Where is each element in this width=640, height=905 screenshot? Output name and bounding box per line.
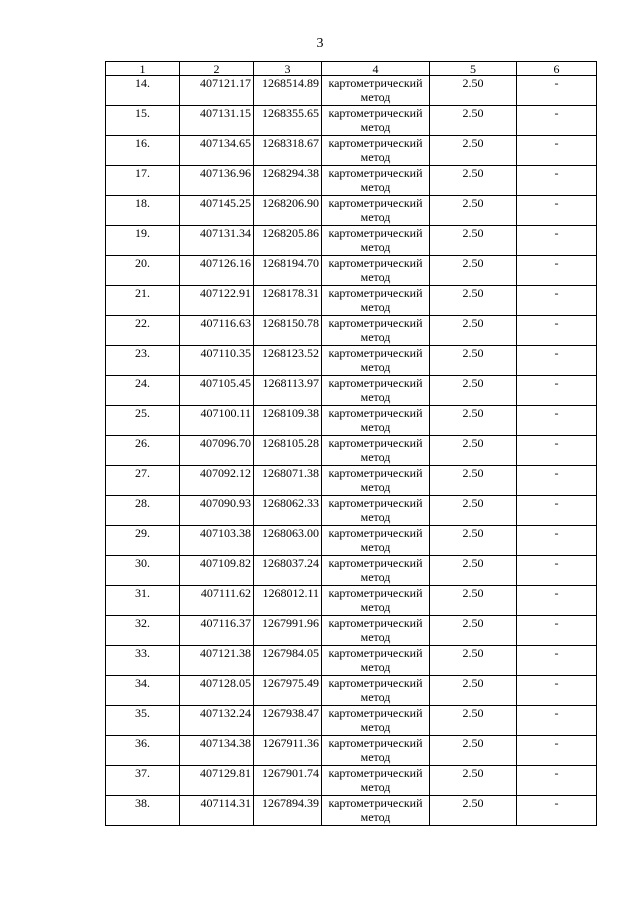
method-line-1: картометрический [328, 346, 423, 360]
method-cell [322, 676, 430, 706]
method-cell [322, 286, 430, 316]
column-header: 4 [322, 62, 430, 76]
method-line-2: метод [360, 150, 391, 164]
point-number: 24. [106, 376, 180, 406]
method-line-2: метод [360, 120, 391, 134]
coordinate-y: 1268012.11 [254, 586, 322, 616]
table-row [106, 766, 597, 796]
method-cell [322, 256, 430, 286]
accuracy-value: 2.50 [430, 286, 517, 316]
method-line-1: картометрический [328, 676, 423, 690]
method-line-2: метод [360, 270, 391, 284]
coordinate-y: 1268206.90 [254, 196, 322, 226]
table-row [106, 466, 597, 496]
coordinate-y: 1267901.74 [254, 766, 322, 796]
point-number: 26. [106, 436, 180, 466]
coordinate-x: 407131.34 [180, 226, 254, 256]
method-line-2: метод [360, 540, 391, 554]
coordinate-x: 407132.24 [180, 706, 254, 736]
coordinate-y: 1268205.86 [254, 226, 322, 256]
method-line-2: метод [360, 780, 391, 794]
point-number: 14. [106, 76, 180, 106]
point-number: 20. [106, 256, 180, 286]
coordinate-x: 407126.16 [180, 256, 254, 286]
coordinate-x: 407110.35 [180, 346, 254, 376]
table-row [106, 256, 597, 286]
method-line-2: метод [360, 570, 391, 584]
note-value: - [517, 436, 597, 466]
table-row [106, 706, 597, 736]
note-value: - [517, 286, 597, 316]
method-line-2: метод [360, 480, 391, 494]
point-number: 28. [106, 496, 180, 526]
coordinate-x: 407114.31 [180, 796, 254, 826]
coordinate-x: 407100.11 [180, 406, 254, 436]
coordinate-x: 407121.17 [180, 76, 254, 106]
note-value: - [517, 166, 597, 196]
table-row [106, 76, 597, 106]
table-row [106, 796, 597, 826]
method-line-1: картометрический [328, 766, 423, 780]
method-line-2: метод [360, 630, 391, 644]
point-number: 37. [106, 766, 180, 796]
note-value: - [517, 226, 597, 256]
coordinate-x: 407121.38 [180, 646, 254, 676]
table-row [106, 346, 597, 376]
coordinate-x: 407116.63 [180, 316, 254, 346]
table-row [106, 556, 597, 586]
note-value: - [517, 256, 597, 286]
accuracy-value: 2.50 [430, 346, 517, 376]
method-cell [322, 316, 430, 346]
note-value: - [517, 556, 597, 586]
method-cell [322, 136, 430, 166]
method-line-2: метод [360, 240, 391, 254]
method-cell [322, 346, 430, 376]
coordinate-y: 1267975.49 [254, 676, 322, 706]
coordinate-y: 1268123.52 [254, 346, 322, 376]
point-number: 33. [106, 646, 180, 676]
method-line-2: метод [360, 330, 391, 344]
accuracy-value: 2.50 [430, 496, 517, 526]
method-cell [322, 376, 430, 406]
table-header-row [106, 62, 597, 76]
table-row [106, 496, 597, 526]
coordinate-y: 1268150.78 [254, 316, 322, 346]
table-row [106, 286, 597, 316]
method-line-1: картометрический [328, 166, 423, 180]
accuracy-value: 2.50 [430, 646, 517, 676]
method-line-1: картометрический [328, 406, 423, 420]
note-value: - [517, 616, 597, 646]
column-header: 5 [430, 62, 517, 76]
accuracy-value: 2.50 [430, 736, 517, 766]
table-row [106, 406, 597, 436]
page-number: 3 [316, 36, 324, 51]
method-line-2: метод [360, 600, 391, 614]
note-value: - [517, 76, 597, 106]
column-header: 6 [517, 62, 597, 76]
note-value: - [517, 406, 597, 436]
coordinate-x: 407134.38 [180, 736, 254, 766]
method-line-1: картометрический [328, 616, 423, 630]
method-line-1: картометрический [328, 706, 423, 720]
coordinate-x: 407131.15 [180, 106, 254, 136]
point-number: 35. [106, 706, 180, 736]
method-cell [322, 166, 430, 196]
method-line-2: метод [360, 810, 391, 824]
coordinate-y: 1268113.97 [254, 376, 322, 406]
method-line-1: картометрический [328, 436, 423, 450]
column-header: 2 [180, 62, 254, 76]
note-value: - [517, 346, 597, 376]
table-row [106, 586, 597, 616]
accuracy-value: 2.50 [430, 256, 517, 286]
point-number: 18. [106, 196, 180, 226]
table-row [106, 376, 597, 406]
method-line-2: метод [360, 90, 391, 104]
table-row [106, 736, 597, 766]
coordinate-x: 407096.70 [180, 436, 254, 466]
method-cell [322, 646, 430, 676]
coordinate-y: 1268105.28 [254, 436, 322, 466]
accuracy-value: 2.50 [430, 796, 517, 826]
accuracy-value: 2.50 [430, 466, 517, 496]
point-number: 25. [106, 406, 180, 436]
coordinate-y: 1267938.47 [254, 706, 322, 736]
method-line-1: картометрический [328, 496, 423, 510]
method-cell [322, 436, 430, 466]
method-line-1: картометрический [328, 796, 423, 810]
note-value: - [517, 586, 597, 616]
coordinate-y: 1267911.36 [254, 736, 322, 766]
method-line-1: картометрический [328, 646, 423, 660]
accuracy-value: 2.50 [430, 136, 517, 166]
accuracy-value: 2.50 [430, 376, 517, 406]
coordinate-y: 1268514.89 [254, 76, 322, 106]
point-number: 16. [106, 136, 180, 166]
accuracy-value: 2.50 [430, 766, 517, 796]
point-number: 30. [106, 556, 180, 586]
method-line-1: картометрический [328, 136, 423, 150]
method-line-1: картометрический [328, 586, 423, 600]
coordinate-x: 407116.37 [180, 616, 254, 646]
point-number: 27. [106, 466, 180, 496]
coordinate-y: 1268063.00 [254, 526, 322, 556]
accuracy-value: 2.50 [430, 676, 517, 706]
method-cell [322, 106, 430, 136]
method-cell [322, 556, 430, 586]
point-number: 15. [106, 106, 180, 136]
coordinate-y: 1268294.38 [254, 166, 322, 196]
method-cell [322, 586, 430, 616]
method-line-2: метод [360, 720, 391, 734]
coordinate-x: 407122.91 [180, 286, 254, 316]
note-value: - [517, 466, 597, 496]
coordinate-y: 1268318.67 [254, 136, 322, 166]
coordinate-x: 407145.25 [180, 196, 254, 226]
coordinate-y: 1268194.70 [254, 256, 322, 286]
accuracy-value: 2.50 [430, 406, 517, 436]
coordinate-x: 407129.81 [180, 766, 254, 796]
method-cell [322, 496, 430, 526]
method-line-1: картометрический [328, 256, 423, 270]
accuracy-value: 2.50 [430, 76, 517, 106]
coordinate-x: 407136.96 [180, 166, 254, 196]
note-value: - [517, 376, 597, 406]
table-row [106, 106, 597, 136]
accuracy-value: 2.50 [430, 706, 517, 736]
accuracy-value: 2.50 [430, 556, 517, 586]
method-line-1: картометрический [328, 286, 423, 300]
accuracy-value: 2.50 [430, 526, 517, 556]
method-line-1: картометрический [328, 556, 423, 570]
method-line-2: метод [360, 180, 391, 194]
point-number: 23. [106, 346, 180, 376]
coordinate-x: 407109.82 [180, 556, 254, 586]
note-value: - [517, 646, 597, 676]
coordinate-x: 407090.93 [180, 496, 254, 526]
note-value: - [517, 526, 597, 556]
method-cell [322, 796, 430, 826]
accuracy-value: 2.50 [430, 196, 517, 226]
note-value: - [517, 106, 597, 136]
method-cell [322, 526, 430, 556]
table-row [106, 166, 597, 196]
coordinate-y: 1267894.39 [254, 796, 322, 826]
table-row [106, 226, 597, 256]
coordinate-y: 1268178.31 [254, 286, 322, 316]
note-value: - [517, 706, 597, 736]
coordinate-y: 1268037.24 [254, 556, 322, 586]
method-cell [322, 76, 430, 106]
point-number: 31. [106, 586, 180, 616]
method-line-2: метод [360, 660, 391, 674]
method-cell [322, 616, 430, 646]
table-row [106, 616, 597, 646]
coordinate-x: 407134.65 [180, 136, 254, 166]
method-cell [322, 196, 430, 226]
method-cell [322, 766, 430, 796]
method-cell [322, 466, 430, 496]
accuracy-value: 2.50 [430, 226, 517, 256]
method-line-1: картометрический [328, 226, 423, 240]
method-line-1: картометрический [328, 466, 423, 480]
note-value: - [517, 496, 597, 526]
table-row [106, 526, 597, 556]
method-cell [322, 226, 430, 256]
note-value: - [517, 736, 597, 766]
method-line-1: картометрический [328, 526, 423, 540]
method-line-1: картометрический [328, 316, 423, 330]
method-cell [322, 706, 430, 736]
note-value: - [517, 766, 597, 796]
note-value: - [517, 136, 597, 166]
note-value: - [517, 316, 597, 346]
accuracy-value: 2.50 [430, 166, 517, 196]
point-number: 22. [106, 316, 180, 346]
point-number: 21. [106, 286, 180, 316]
table-row [106, 436, 597, 466]
table-row [106, 676, 597, 706]
table-row [106, 316, 597, 346]
coordinate-x: 407111.62 [180, 586, 254, 616]
coordinate-y: 1267984.05 [254, 646, 322, 676]
point-number: 32. [106, 616, 180, 646]
point-number: 29. [106, 526, 180, 556]
coordinate-y: 1268109.38 [254, 406, 322, 436]
note-value: - [517, 796, 597, 826]
point-number: 36. [106, 736, 180, 766]
point-number: 34. [106, 676, 180, 706]
method-line-1: картометрический [328, 196, 423, 210]
accuracy-value: 2.50 [430, 106, 517, 136]
coordinate-y: 1268062.33 [254, 496, 322, 526]
point-number: 17. [106, 166, 180, 196]
method-line-2: метод [360, 450, 391, 464]
point-number: 19. [106, 226, 180, 256]
coordinate-y: 1268071.38 [254, 466, 322, 496]
method-line-1: картометрический [328, 106, 423, 120]
method-line-2: метод [360, 300, 391, 314]
table-body [106, 76, 597, 826]
accuracy-value: 2.50 [430, 616, 517, 646]
accuracy-value: 2.50 [430, 316, 517, 346]
note-value: - [517, 676, 597, 706]
coordinate-x: 407092.12 [180, 466, 254, 496]
note-value: - [517, 196, 597, 226]
method-line-2: метод [360, 510, 391, 524]
coordinates-table [105, 61, 597, 826]
table-row [106, 646, 597, 676]
coordinate-x: 407128.05 [180, 676, 254, 706]
method-line-2: метод [360, 420, 391, 434]
method-cell [322, 736, 430, 766]
coordinate-y: 1268355.65 [254, 106, 322, 136]
column-header: 1 [106, 62, 180, 76]
method-line-2: метод [360, 750, 391, 764]
method-line-1: картометрический [328, 76, 423, 90]
accuracy-value: 2.50 [430, 586, 517, 616]
point-number: 38. [106, 796, 180, 826]
table-row [106, 136, 597, 166]
method-line-2: метод [360, 690, 391, 704]
coordinate-y: 1267991.96 [254, 616, 322, 646]
column-header: 3 [254, 62, 322, 76]
coordinate-x: 407103.38 [180, 526, 254, 556]
accuracy-value: 2.50 [430, 436, 517, 466]
method-line-1: картометрический [328, 376, 423, 390]
method-line-2: метод [360, 360, 391, 374]
table-row [106, 196, 597, 226]
method-line-2: метод [360, 390, 391, 404]
coordinate-x: 407105.45 [180, 376, 254, 406]
method-cell [322, 406, 430, 436]
method-line-1: картометрический [328, 736, 423, 750]
method-line-2: метод [360, 210, 391, 224]
